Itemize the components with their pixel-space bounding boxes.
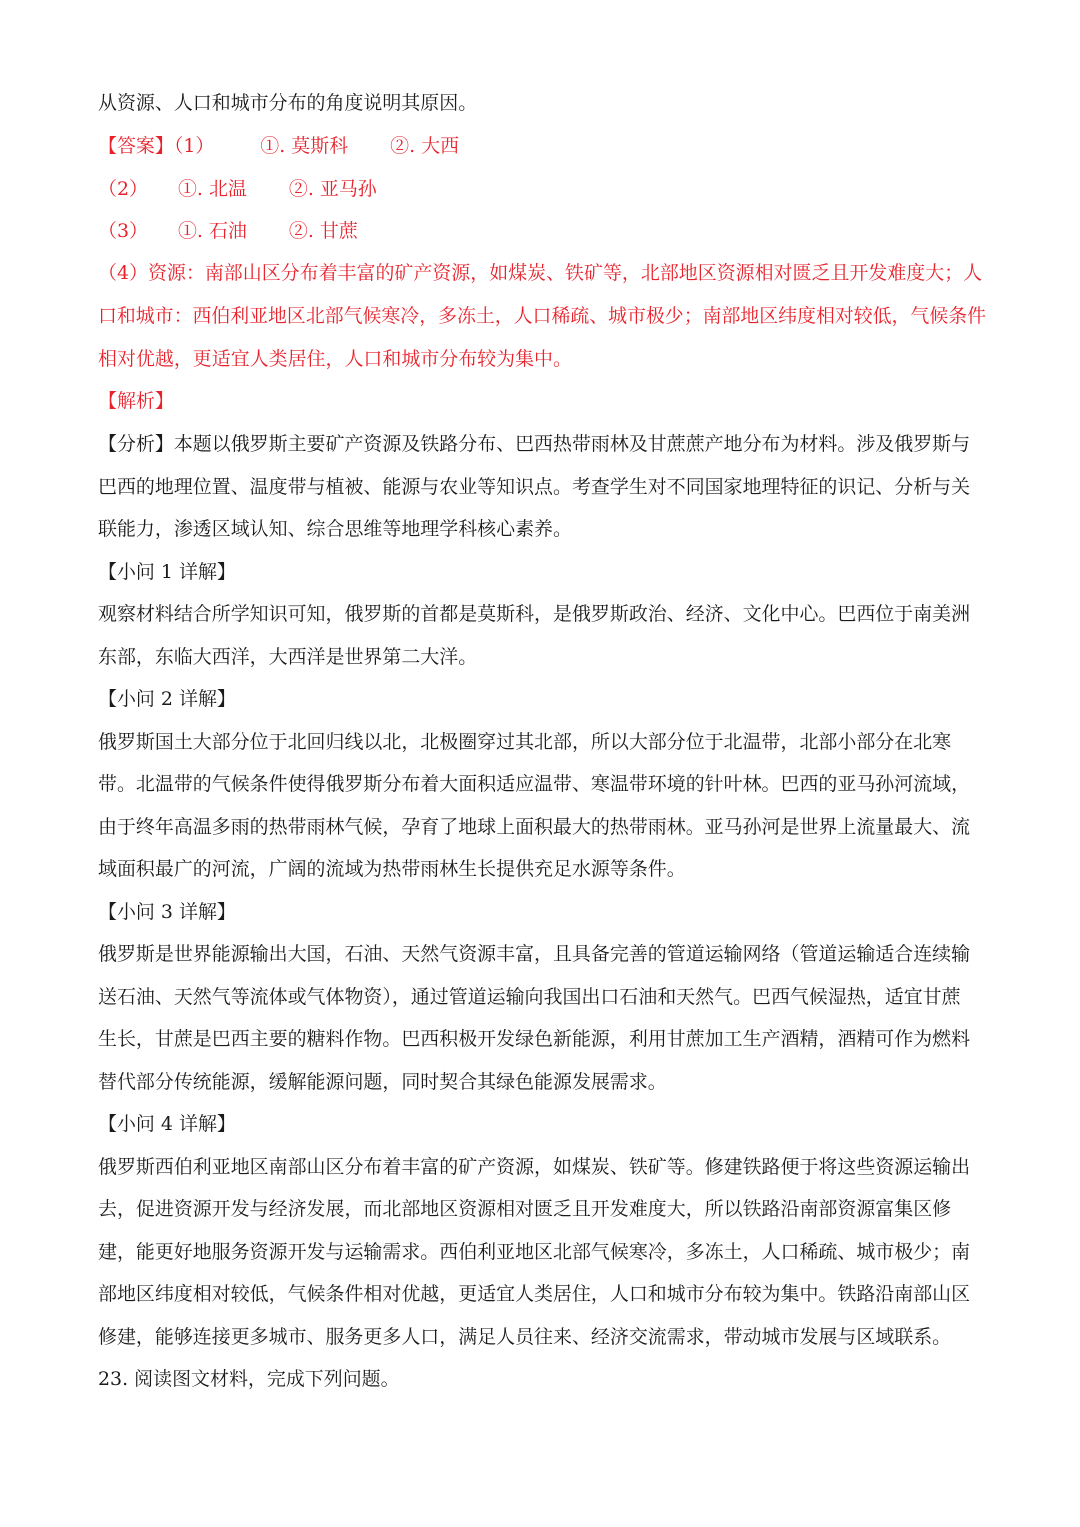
answer-q4-line-3: 相对优越，更适宜人类居住，人口和城市分布较为集中。	[98, 348, 572, 370]
answer-q2-a: ①. 北温	[177, 178, 247, 200]
detail4-line-2: 去，促进资源开发与经济发展，而北部地区资源相对匮乏且开发难度大，所以铁路沿南部资源富集区修	[98, 1198, 952, 1220]
detail1-line-1: 观察材料结合所学知识可知，俄罗斯的首都是莫斯科，是俄罗斯政治、经济、文化中心。巴西位于南美洲	[98, 603, 971, 625]
detail3-title: 【小问 3 详解】	[98, 901, 236, 923]
intro-line: 从资源、人口和城市分布的角度说明其原因。	[98, 92, 478, 114]
detail2-line-2: 带。北温带的气候条件使得俄罗斯分布着大面积适应温带、寒温带环境的针叶林。巴西的亚马孙河流域，	[98, 773, 971, 795]
detail3-line-4: 替代部分传统能源，缓解能源问题，同时契合其绿色能源发展需求。	[98, 1071, 667, 1093]
answer-q2-b: ②. 亚马孙	[288, 178, 377, 200]
analysis-tag: 【解析】	[98, 390, 174, 412]
detail4-line-4: 部地区纬度相对较低，气候条件相对优越，更适宜人类居住，人口和城市分布较为集中。铁路沿南部山区	[98, 1283, 971, 1305]
next-question-line: 23. 阅读图文材料，完成下列问题。	[98, 1368, 400, 1390]
answer-q1-line	[98, 133, 986, 159]
detail2-line-3: 由于终年高温多雨的热带雨林气候，孕育了地球上面积最大的热带雨林。亚马孙河是世界上流量最大、流	[98, 816, 971, 838]
analysis-line-3: 联能力，渗透区域认知、综合思维等地理学科核心素养。	[98, 518, 572, 540]
detail4-title: 【小问 4 详解】	[98, 1113, 236, 1135]
answer-q2-line	[98, 176, 986, 202]
detail2-line-1: 俄罗斯国土大部分位于北回归线以北，北极圈穿过其北部，所以大部分位于北温带，北部小部分在北寒	[98, 731, 952, 753]
detail4-line-5: 修建，能够连接更多城市、服务更多人口，满足人员往来、经济交流需求，带动城市发展与区域联系。	[98, 1326, 952, 1348]
answer-q3-b: ②. 甘蔗	[288, 220, 358, 242]
answer-q1-num: （1）	[173, 135, 215, 157]
answer-q4-line-1: （4）资源：南部山区分布着丰富的矿产资源，如煤炭、铁矿等，北部地区资源相对匮乏且开发难度大；人	[98, 262, 983, 284]
detail1-line-2: 东部，东临大西洋，大西洋是世界第二大洋。	[98, 646, 478, 668]
answer-q4-line-2: 口和城市：西伯利亚地区北部气候寒冷，多冻土，人口稀疏、城市极少；南部地区纬度相对较低，气候条件	[98, 305, 987, 327]
answer-q1-b: ②. 大西	[390, 135, 460, 157]
analysis-line-1: 【分析】本题以俄罗斯主要矿产资源及铁路分布、巴西热带雨林及甘蔗蔗产地分布为材料。涉及俄罗斯与	[98, 433, 971, 455]
answer-q3-line	[98, 218, 986, 244]
answer-tag: 【答案】	[98, 135, 174, 157]
detail2-line-4: 域面积最广的河流，广阔的流域为热带雨林生长提供充足水源等条件。	[98, 858, 686, 880]
detail1-title: 【小问 1 详解】	[98, 561, 236, 583]
detail4-line-3: 建，能更好地服务资源开发与运输需求。西伯利亚地区北部气候寒冷，多冻土，人口稀疏、城市极少；南	[98, 1241, 971, 1263]
detail2-title: 【小问 2 详解】	[98, 688, 236, 710]
detail3-line-2: 送石油、天然气等流体或气体物资），通过管道运输向我国出口石油和天然气。巴西气候湿热，适宜甘蔗	[98, 986, 961, 1008]
answer-q3-num: （3）	[98, 220, 148, 242]
detail4-line-1: 俄罗斯西伯利亚地区南部山区分布着丰富的矿产资源，如煤炭、铁矿等。修建铁路便于将这些资源运输出	[98, 1156, 971, 1178]
analysis-line-2: 巴西的地理位置、温度带与植被、能源与农业等知识点。考查学生对不同国家地理特征的识记、分析与关	[98, 476, 971, 498]
answer-q1-a: ①. 莫斯科	[260, 135, 349, 157]
answer-q3-a: ①. 石油	[177, 220, 247, 242]
detail3-line-1: 俄罗斯是世界能源输出大国，石油、天然气资源丰富，且具备完善的管道运输网络（管道运输适合连续输	[98, 943, 971, 965]
detail3-line-3: 生长，甘蔗是巴西主要的糖料作物。巴西积极开发绿色新能源，利用甘蔗加工生产酒精，酒精可作为燃料	[98, 1028, 971, 1050]
answer-q2-num: （2）	[98, 178, 148, 200]
